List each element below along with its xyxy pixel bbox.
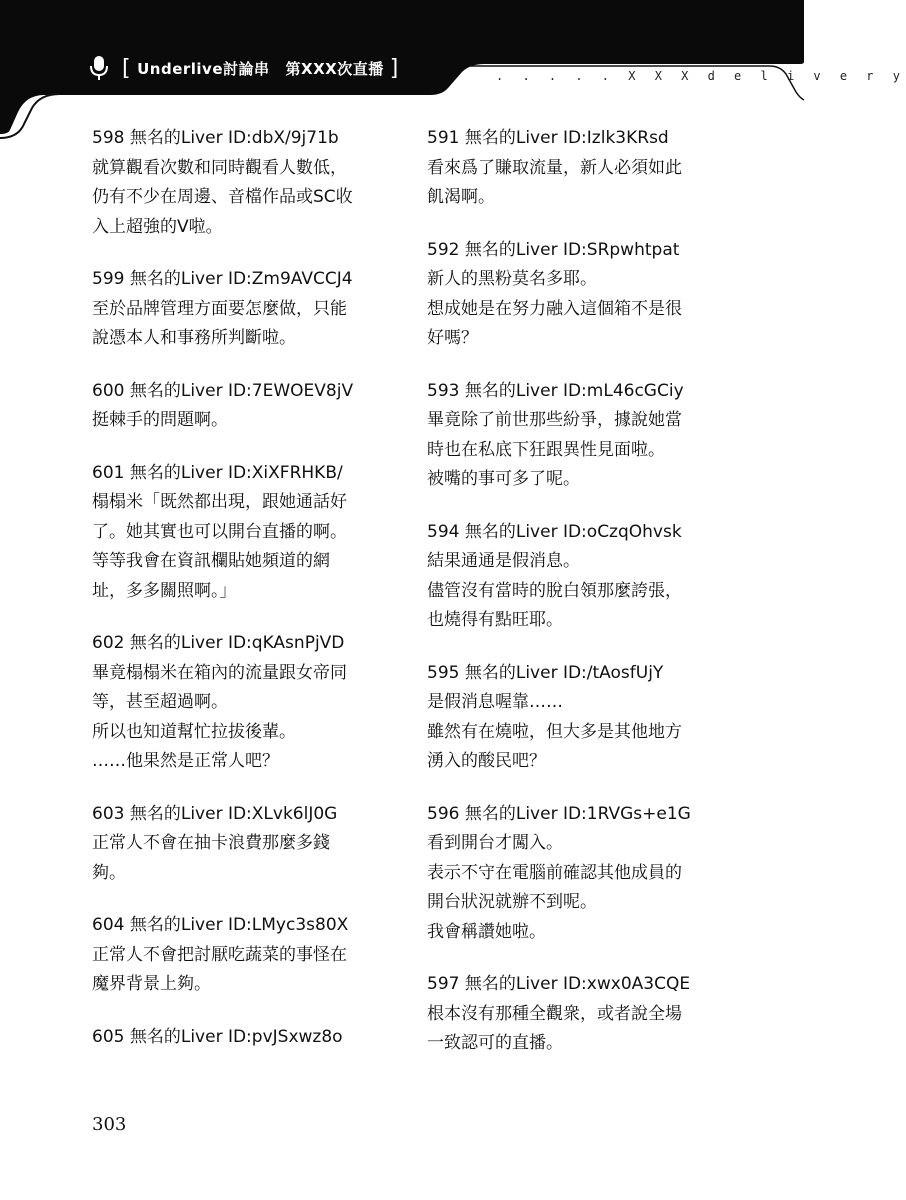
- post-text-line: 所以也知道幫忙拉拔後輩。: [92, 721, 296, 742]
- post-header: 592 無名的Liver ID:SRpwhtpat: [427, 239, 680, 260]
- post-text-line: 新人的黑粉莫名多耶。: [427, 269, 597, 289]
- post-text-line: 雖然有在燒啦，但大多是其他地方: [427, 721, 682, 742]
- post-text-line: 正常人不會把討厭吃蔬菜的事怪在: [92, 944, 347, 965]
- post-text-line: 表示不守在電腦前確認其他成員的: [427, 862, 682, 883]
- post-text-line: 畢竟榻榻米在箱內的流量跟女帝同: [92, 662, 347, 683]
- forum-post: [427, 659, 727, 777]
- forum-post: [427, 236, 727, 354]
- post-header: 605 無名的Liver ID:pvJSxwz8o: [92, 1026, 343, 1047]
- post-text-line: 我會稱讚她啦。: [427, 921, 546, 942]
- post-text-line: 儘管沒有當時的脫白領那麼誇張，: [427, 580, 682, 601]
- bracket-open: [: [122, 55, 132, 81]
- forum-post: [92, 1023, 392, 1053]
- forum-post: [92, 800, 392, 889]
- post-header: 598 無名的Liver ID:dbX/9j71b: [92, 128, 339, 148]
- post-header: 603 無名的Liver ID:XLvk6lJ0G: [92, 803, 338, 824]
- post-text-line: 至於品牌管理方面要怎麼做，只能: [92, 298, 347, 319]
- post-text-line: 被嘴的事可多了呢。: [427, 469, 580, 489]
- post-text-line: 也燒得有點旺耶。: [427, 610, 563, 630]
- post-header: 597 無名的Liver ID:xwx0A3CQE: [427, 974, 691, 994]
- forum-post: [92, 459, 392, 607]
- bracket-close: ]: [389, 55, 399, 81]
- forum-post: [427, 124, 727, 213]
- post-text-line: 湧入的酸民吧？: [427, 751, 546, 771]
- forum-post: [92, 124, 392, 242]
- post-header: 599 無名的Liver ID:Zm9AVCCJ4: [92, 269, 353, 289]
- forum-post: [92, 377, 392, 436]
- post-text-line: 開台狀況就辦不到呢。: [427, 892, 597, 912]
- microphone-icon: [90, 55, 108, 81]
- forum-post: [92, 629, 392, 777]
- post-text-line: 飢渴啊。: [427, 187, 495, 207]
- post-text-line: 畢竟除了前世那些紛爭，據說她當: [427, 410, 682, 430]
- delivery-number: 第XXX次直播: [285, 59, 384, 78]
- post-header: 604 無名的Liver ID:LMyc3s80X: [92, 915, 349, 935]
- post-header: 591 無名的Liver ID:Izlk3KRsd: [427, 128, 669, 148]
- post-text-line: 等，甚至超過啊。: [92, 692, 228, 712]
- forum-post: [92, 911, 392, 1000]
- post-header: 595 無名的Liver ID:/tAosfUjY: [427, 662, 664, 683]
- forum-post: [427, 800, 727, 948]
- post-header: 602 無名的Liver ID:qKAsnPjVD: [92, 633, 345, 653]
- post-text-line: 入上超強的V啦。: [92, 216, 223, 237]
- right-column: [427, 124, 727, 1082]
- post-header: 600 無名的Liver ID:7EWOEV8jV: [92, 380, 354, 401]
- forum-post: [427, 518, 727, 636]
- post-header: 593 無名的Liver ID:mL46cGCiy: [427, 380, 684, 401]
- post-text-line: 魔界背景上夠。: [92, 974, 211, 994]
- forum-post: [92, 265, 392, 354]
- post-header: 601 無名的Liver ID:XiXFRHKB/: [92, 462, 343, 483]
- post-text-line: 挺棘手的問題啊。: [92, 410, 228, 430]
- post-text-line: 夠。: [92, 862, 126, 883]
- post-text-line: ……他果然是正常人吧？: [92, 751, 279, 771]
- post-header: 596 無名的Liver ID:1RVGs+e1G: [427, 803, 691, 824]
- forum-post: [427, 377, 727, 495]
- post-text-line: 正常人不會在抽卡浪費那麼多錢: [92, 833, 330, 853]
- delivery-subtitle: . . . . . X X X d e l i v e r y: [496, 69, 906, 83]
- forum-post: [427, 970, 727, 1059]
- post-text-line: 說憑本人和事務所判斷啦。: [92, 328, 296, 348]
- post-header: 594 無名的Liver ID:oCzqOhvsk: [427, 521, 682, 542]
- post-text-line: 結果通通是假消息。: [427, 551, 580, 571]
- thread-title: [90, 53, 405, 83]
- post-text-line: 址，多多關照啊。」: [92, 580, 237, 601]
- post-text-line: 時也在私底下狂跟異性見面啦。: [427, 439, 665, 460]
- post-text-line: 看到開台才闖入。: [427, 833, 563, 853]
- post-text-line: 等等我會在資訊欄貼她頻道的網: [92, 551, 330, 571]
- post-text-line: 好嗎？: [427, 328, 478, 348]
- post-text-line: 就算觀看次數和同時觀看人數低，: [92, 157, 347, 178]
- post-text-line: 根本沒有那種全觀衆，或者說全場: [427, 1003, 682, 1024]
- post-text-line: 想成她是在努力融入這個箱不是很: [427, 298, 682, 319]
- post-text-line: 一致認可的直播。: [427, 1033, 563, 1053]
- page-number: 303: [92, 1114, 127, 1135]
- left-column: [92, 124, 392, 1075]
- post-text-line: 了。她其實也可以開台直播的啊。: [92, 521, 347, 542]
- post-text-line: 看來爲了賺取流量，新人必須如此: [427, 157, 682, 178]
- thread-name: Underlive討論串: [137, 59, 270, 78]
- post-text-line: 是假消息喔靠……: [427, 692, 563, 712]
- post-text-line: 榻榻米「既然都出現，跟她通話好: [92, 492, 347, 512]
- post-text-line: 仍有不少在周邊、音檔作品或SC收: [92, 187, 353, 207]
